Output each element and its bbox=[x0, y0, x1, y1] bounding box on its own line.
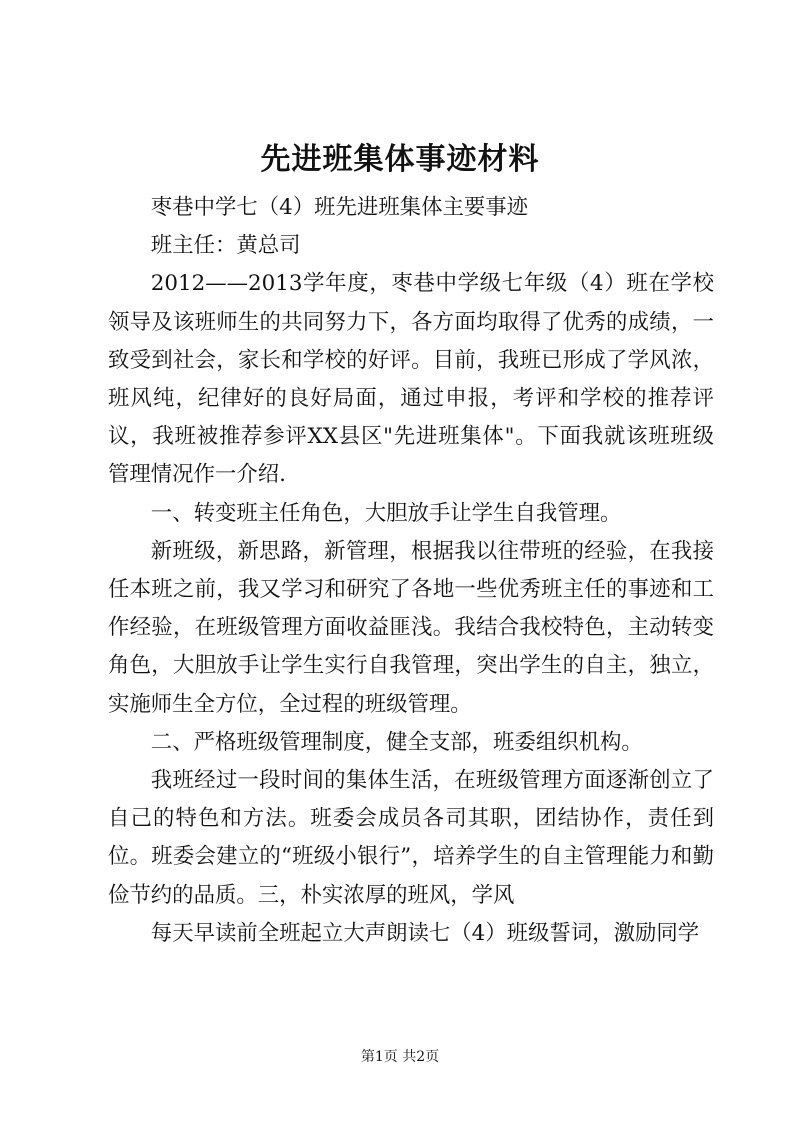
document-body bbox=[108, 189, 714, 953]
paragraph-section-2: 我班经过一段时间的集体生活，在班级管理方面逐渐创立了自己的特色和方法。班委会成员各司其职，团结协作，责任到位。班委会建立的“班级小银行”，培养学生的自主管理能力和勤俭节约的品质。三，朴实浓厚的班风，学风 bbox=[108, 768, 714, 908]
paragraph-teacher: 班主任：黄总司 bbox=[150, 233, 301, 259]
paragraph-subtitle: 枣巷中学七（4）班先进班集体主要事迹 bbox=[150, 195, 529, 220]
paragraph-section-3: 每天早读前全班起立大声朗读七（4）班级誓词，激励同学 bbox=[150, 920, 700, 946]
page-footer: 第1页 共2页 bbox=[360, 1049, 440, 1065]
document-title: 先进班集体事迹材料 bbox=[260, 142, 540, 177]
section-heading-1: 一、转变班主任角色，大胆放手让学生自我管理。 bbox=[150, 500, 622, 526]
paragraph-intro: 2012——2013学年度，枣巷中学级七年级（4）班在学校领导及该班师生的共同努力下，各方面均取得了优秀的成绩，一致受到社会，家长和学校的好评。目前，我班已形成了学风浓，班风纯，纪律好的良好局面，通过申报，考评和学校的推荐评议，我班被推荐参评XX县区"先进班集体"。下面我就该班班级管理情况作一介绍. bbox=[108, 271, 714, 488]
section-heading-2: 二、严格班级管理制度，健全支部，班委组织机构。 bbox=[150, 729, 643, 755]
paragraph-section-1: 新班级，新思路，新管理，根据我以往带班的经验，在我接任本班之前，我又学习和研究了各地一些优秀班主任的事迹和工作经验，在班级管理方面收益匪浅。我结合我校特色，主动转变角色，大胆放手让学生实行自我管理，突出学生的自主，独立，实施师生全方位，全过程的班级管理。 bbox=[108, 538, 714, 717]
